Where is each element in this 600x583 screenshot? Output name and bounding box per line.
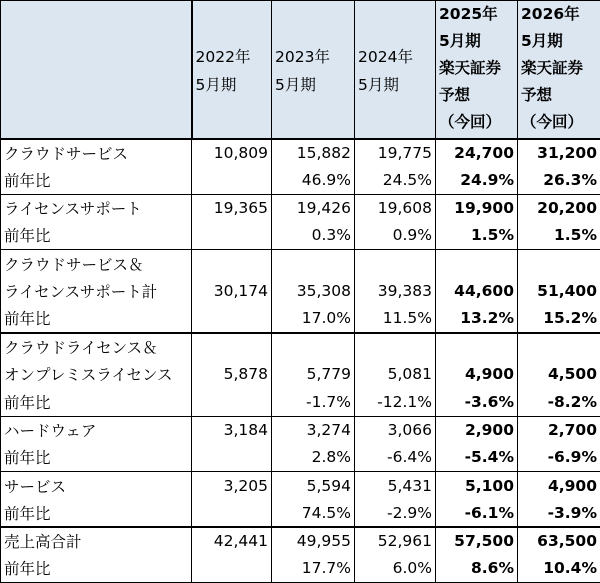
cell-2022: 19,365 (192, 194, 272, 222)
cell-2023: 3,274 (272, 416, 355, 444)
cell-2026 (518, 250, 600, 278)
cell-2026: 4,900 (518, 472, 600, 500)
cell-2023: 2.8% (272, 444, 355, 472)
cell-2025: 19,900 (436, 194, 518, 222)
cell-2025: 8.6% (436, 555, 518, 583)
cell-2023: 17.7% (272, 555, 355, 583)
table-row (1, 166, 600, 194)
cell-2026: 26.3% (518, 166, 600, 194)
cell-2023 (272, 250, 355, 278)
table-row (1, 444, 600, 472)
row-label: クラウドライセンス＆ (1, 333, 192, 361)
cell-2025: 24.9% (436, 166, 518, 194)
cell-2025: 24,700 (436, 139, 518, 167)
cell-2023: 19,426 (272, 194, 355, 222)
cell-2022 (192, 305, 272, 333)
cell-2026: 1.5% (518, 222, 600, 250)
cell-2024: 3,066 (355, 416, 436, 444)
cell-2026: 4,500 (518, 361, 600, 389)
cell-2022 (192, 555, 272, 583)
cell-2024: 5,431 (355, 472, 436, 500)
table-row (1, 555, 600, 583)
cell-2025: 5,100 (436, 472, 518, 500)
cell-2026: 31,200 (518, 139, 600, 167)
cell-2025: 44,600 (436, 277, 518, 305)
cell-2026 (518, 333, 600, 361)
cell-2022: 30,174 (192, 277, 272, 305)
cell-2026: -6.9% (518, 444, 600, 472)
cell-2022 (192, 499, 272, 527)
cell-2025 (436, 333, 518, 361)
cell-2023: 46.9% (272, 166, 355, 194)
cell-2026: 51,400 (518, 277, 600, 305)
row-label: クラウドサービス＆ (1, 250, 192, 278)
table-row (1, 277, 600, 305)
cell-2022 (192, 444, 272, 472)
cell-2024: 24.5% (355, 166, 436, 194)
cell-2023: -1.7% (272, 388, 355, 416)
cell-2024: 0.9% (355, 222, 436, 250)
header-2024: 2024年 5月期 (355, 1, 436, 139)
cell-2026: 63,500 (518, 527, 600, 555)
cell-2024: -6.4% (355, 444, 436, 472)
row-label: オンプレミスライセンス (1, 361, 192, 389)
row-label: ライセンスサポート (1, 194, 192, 222)
table-row (1, 388, 600, 416)
cell-2025: 1.5% (436, 222, 518, 250)
table-row (1, 222, 600, 250)
cell-2024: 52,961 (355, 527, 436, 555)
cell-2022 (192, 388, 272, 416)
row-label: 売上高合計 (1, 527, 192, 555)
cell-2026: -3.9% (518, 499, 600, 527)
cell-2024: 6.0% (355, 555, 436, 583)
cell-2024: 19,608 (355, 194, 436, 222)
cell-2025: -6.1% (436, 499, 518, 527)
cell-2024: 39,383 (355, 277, 436, 305)
table-row (1, 250, 600, 278)
header-label-cell (1, 1, 192, 139)
cell-2025: 57,500 (436, 527, 518, 555)
header-2023: 2023年 5月期 (272, 1, 355, 139)
table-row (1, 472, 600, 500)
row-label: 前年比 (1, 444, 192, 472)
cell-2023: 35,308 (272, 277, 355, 305)
cell-2025: -5.4% (436, 444, 518, 472)
header-row (1, 1, 600, 139)
row-label: 前年比 (1, 499, 192, 527)
cell-2025 (436, 250, 518, 278)
cell-2022: 10,809 (192, 139, 272, 167)
cell-2025: 13.2% (436, 305, 518, 333)
cell-2023: 15,882 (272, 139, 355, 167)
cell-2025: -3.6% (436, 388, 518, 416)
cell-2024: 11.5% (355, 305, 436, 333)
table-row (1, 499, 600, 527)
cell-2026: 15.2% (518, 305, 600, 333)
row-label: ハードウェア (1, 416, 192, 444)
header-2026: 2026年 5月期 楽天証券 予想 （今回） (518, 1, 600, 139)
cell-2024 (355, 333, 436, 361)
cell-2024: 5,081 (355, 361, 436, 389)
cell-2024: -2.9% (355, 499, 436, 527)
header-2022: 2022年 5月期 (192, 1, 272, 139)
cell-2022 (192, 222, 272, 250)
cell-2023: 17.0% (272, 305, 355, 333)
row-label: 前年比 (1, 555, 192, 583)
table-row (1, 416, 600, 444)
row-label: サービス (1, 472, 192, 500)
row-label: ライセンスサポート計 (1, 277, 192, 305)
row-label: 前年比 (1, 222, 192, 250)
cell-2023: 5,779 (272, 361, 355, 389)
table-row (1, 527, 600, 555)
table-row (1, 361, 600, 389)
cell-2022 (192, 166, 272, 194)
table-row (1, 333, 600, 361)
table-row (1, 139, 600, 167)
row-label: クラウドサービス (1, 139, 192, 167)
cell-2026: 2,700 (518, 416, 600, 444)
cell-2024: 19,775 (355, 139, 436, 167)
cell-2022: 3,205 (192, 472, 272, 500)
cell-2022 (192, 250, 272, 278)
cell-2025: 2,900 (436, 416, 518, 444)
cell-2022: 42,441 (192, 527, 272, 555)
cell-2026: 10.4% (518, 555, 600, 583)
header-2025: 2025年 5月期 楽天証券 予想 （今回） (436, 1, 518, 139)
cell-2024: -12.1% (355, 388, 436, 416)
cell-2023: 5,594 (272, 472, 355, 500)
cell-2023: 49,955 (272, 527, 355, 555)
row-label: 前年比 (1, 166, 192, 194)
table-row (1, 305, 600, 333)
cell-2023 (272, 333, 355, 361)
cell-2022: 5,878 (192, 361, 272, 389)
cell-2026: -8.2% (518, 388, 600, 416)
cell-2026: 20,200 (518, 194, 600, 222)
cell-2023: 74.5% (272, 499, 355, 527)
row-label: 前年比 (1, 388, 192, 416)
cell-2025: 4,900 (436, 361, 518, 389)
cell-2022: 3,184 (192, 416, 272, 444)
row-label: 前年比 (1, 305, 192, 333)
cell-2023: 0.3% (272, 222, 355, 250)
cell-2022 (192, 333, 272, 361)
table-row (1, 194, 600, 222)
cell-2024 (355, 250, 436, 278)
